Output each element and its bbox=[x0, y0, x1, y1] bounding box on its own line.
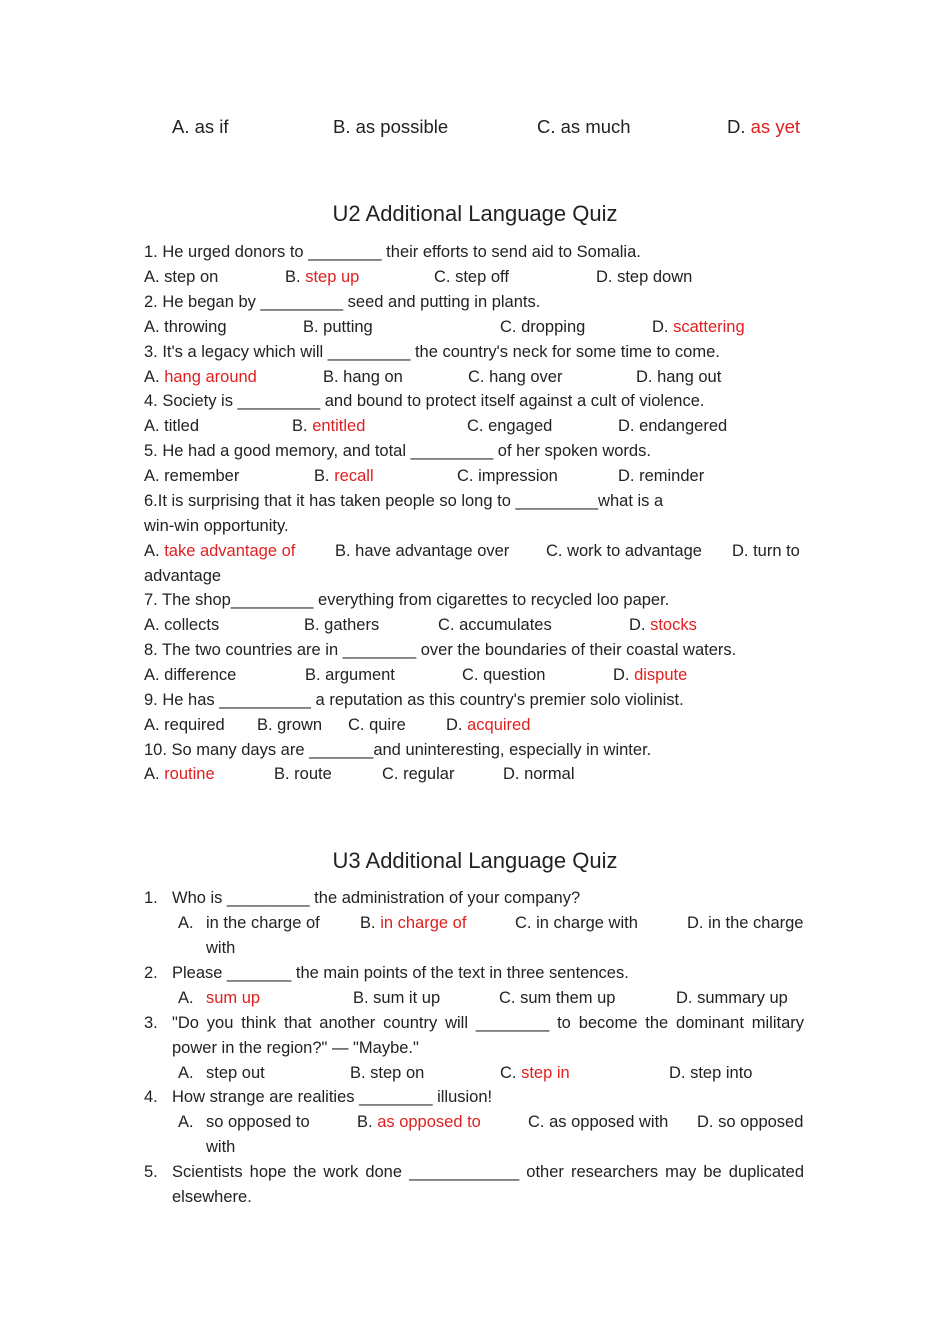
u2-q10-text: 10. So many days are _______and uninteresting, especially in winter. bbox=[144, 741, 652, 759]
u2-q4-option-b: B. entitled bbox=[292, 417, 366, 435]
u3-q4-option-a-label: A. bbox=[178, 1113, 194, 1131]
u2-q5-option-b: B. recall bbox=[314, 467, 374, 485]
u2-q10-option-d: D. normal bbox=[503, 765, 575, 783]
u3-q4-number: 4. bbox=[144, 1088, 158, 1106]
u2-q2-option-b: B. putting bbox=[303, 318, 373, 336]
u2-q2-option-a: A. throwing bbox=[144, 318, 227, 336]
section-title-u3: U3 Additional Language Quiz bbox=[332, 848, 618, 873]
u3-q4-option-b: B. as opposed to bbox=[357, 1113, 481, 1131]
u2-q7-option-a: A. collects bbox=[144, 616, 220, 634]
u2-q1-text: 1. He urged donors to ________ their efforts to send aid to Somalia. bbox=[144, 243, 641, 261]
u2-q8-option-b: B. argument bbox=[305, 666, 395, 684]
answer-highlight: recall bbox=[334, 467, 374, 485]
answer-highlight: stocks bbox=[650, 616, 697, 634]
answer-highlight: entitled bbox=[312, 417, 366, 435]
u3-q5-text-line1: Scientists hope the work done ____________ other researchers may be duplicated bbox=[172, 1163, 804, 1181]
u3-q3-option-a: step out bbox=[206, 1064, 265, 1082]
u2-q2-text: 2. He began by _________ seed and putting in plants. bbox=[144, 293, 541, 311]
u2-q4-option-a: A. titled bbox=[144, 417, 200, 435]
u2-q9-option-b: B. grown bbox=[257, 716, 323, 734]
top-option-d: D. as yet bbox=[727, 116, 800, 137]
u2-q1-option-d: D. step down bbox=[596, 268, 693, 286]
u2-q10-option-c: C. regular bbox=[382, 765, 455, 783]
u2-q6-text-line1: 6.It is surprising that it has taken people so long to _________what is a bbox=[144, 492, 664, 510]
u2-q6-option-d-cont: advantage bbox=[144, 567, 222, 585]
u2-q4-text: 4. Society is _________ and bound to protect itself against a cult of violence. bbox=[144, 392, 705, 410]
u2-q10-option-b: B. route bbox=[274, 765, 332, 783]
u3-q1-text: Who is _________ the administration of your company? bbox=[172, 889, 581, 907]
u2-q8-option-c: C. question bbox=[462, 666, 546, 684]
u2-q2-option-d: D. scattering bbox=[652, 318, 745, 336]
u2-q1-option-a: A. step on bbox=[144, 268, 219, 286]
u3-q2-number: 2. bbox=[144, 964, 158, 982]
u3-q5-text-line2: elsewhere. bbox=[172, 1188, 252, 1206]
answer-highlight: step in bbox=[521, 1064, 570, 1082]
u3-q1-number: 1. bbox=[144, 889, 158, 907]
u3-q1-option-c: C. in charge with bbox=[515, 914, 638, 932]
section-title-u2: U2 Additional Language Quiz bbox=[332, 201, 618, 226]
u3-q3-option-b: B. step on bbox=[350, 1064, 425, 1082]
u3-q1-option-a-label: A. bbox=[178, 914, 194, 932]
u3-q2-option-a: sum up bbox=[206, 989, 261, 1007]
u2-q4-option-d: D. endangered bbox=[618, 417, 728, 435]
u2-q3-option-d: D. hang out bbox=[636, 368, 722, 386]
top-option-c: C. as much bbox=[537, 116, 631, 137]
u2-q8-option-d: D. dispute bbox=[613, 666, 688, 684]
u2-q6-option-d: D. turn to bbox=[732, 542, 800, 560]
u2-q5-option-c: C. impression bbox=[457, 467, 558, 485]
u2-q8-text: 8. The two countries are in ________ over the boundaries of their coastal waters. bbox=[144, 641, 737, 659]
u2-q3-text: 3. It's a legacy which will _________ the country's neck for some time to come. bbox=[144, 343, 720, 361]
u3-q4-option-c: C. as opposed with bbox=[528, 1113, 669, 1131]
u2-q9-text: 9. He has __________ a reputation as this country's premier solo violinist. bbox=[144, 691, 684, 709]
answer-highlight: acquired bbox=[467, 716, 531, 734]
u2-q6-option-b: B. have advantage over bbox=[335, 542, 510, 560]
answer-highlight: step up bbox=[305, 268, 360, 286]
u2-q7-option-b: B. gathers bbox=[304, 616, 380, 634]
answer-highlight: in charge of bbox=[380, 914, 467, 932]
u2-q3-option-c: C. hang over bbox=[468, 368, 563, 386]
u2-q2-option-c: C. dropping bbox=[500, 318, 586, 336]
answer-highlight: hang around bbox=[164, 368, 257, 386]
u2-q9-option-a: A. required bbox=[144, 716, 225, 734]
u3-q3-option-d: D. step into bbox=[669, 1064, 753, 1082]
top-option-a: A. as if bbox=[172, 116, 229, 137]
u3-q2-option-b: B. sum it up bbox=[353, 989, 441, 1007]
u2-q7-option-d: D. stocks bbox=[629, 616, 697, 634]
u3-q1-option-d: D. in the charge bbox=[687, 914, 804, 932]
u3-q3-text-line2: power in the region?" — "Maybe." bbox=[172, 1039, 419, 1057]
u3-q3-option-c: C. step in bbox=[500, 1064, 570, 1082]
u3-q4-option-d: D. so opposed bbox=[697, 1113, 804, 1131]
u3-q1-option-a-cont: with bbox=[206, 939, 236, 957]
u2-q7-option-c: C. accumulates bbox=[438, 616, 552, 634]
u2-q3-option-b: B. hang on bbox=[323, 368, 403, 386]
u3-q2-option-c: C. sum them up bbox=[499, 989, 616, 1007]
u2-q6-text-line2: win-win opportunity. bbox=[144, 517, 289, 535]
u3-q3-number: 3. bbox=[144, 1014, 158, 1032]
u3-q3-text-line1: "Do you think that another country will ________ to become the dominant military bbox=[172, 1014, 804, 1032]
u3-q4-option-a-cont: with bbox=[206, 1138, 236, 1156]
u2-q9-option-d: D. acquired bbox=[446, 716, 531, 734]
top-option-b: B. as possible bbox=[333, 116, 449, 137]
u2-q9-option-c: C. quire bbox=[348, 716, 406, 734]
u3-q2-option-a-label: A. bbox=[178, 989, 194, 1007]
answer-highlight: routine bbox=[164, 765, 215, 783]
u3-q1-option-a: in the charge of bbox=[206, 914, 320, 932]
u2-q7-text: 7. The shop_________ everything from cigarettes to recycled loo paper. bbox=[144, 591, 670, 609]
answer-highlight: scattering bbox=[673, 318, 745, 336]
answer-highlight: as yet bbox=[750, 116, 800, 137]
u3-q2-option-d: D. summary up bbox=[676, 989, 788, 1007]
u3-q1-option-b: B. in charge of bbox=[360, 914, 467, 932]
u3-q2-text: Please _______ the main points of the text in three sentences. bbox=[172, 964, 629, 982]
u3-q4-option-a: so opposed to bbox=[206, 1113, 310, 1131]
u2-q6-option-a: A. take advantage of bbox=[144, 542, 296, 560]
answer-highlight: as opposed to bbox=[377, 1113, 481, 1131]
u2-q1-option-b: B. step up bbox=[285, 268, 360, 286]
u2-q1-option-c: C. step off bbox=[434, 268, 509, 286]
u2-q6-option-c: C. work to advantage bbox=[546, 542, 702, 560]
u2-q10-option-a: A. routine bbox=[144, 765, 215, 783]
u2-q5-option-a: A. remember bbox=[144, 467, 240, 485]
u2-q5-text: 5. He had a good memory, and total _________ of her spoken words. bbox=[144, 442, 651, 460]
u2-q5-option-d: D. reminder bbox=[618, 467, 705, 485]
u2-q4-option-c: C. engaged bbox=[467, 417, 553, 435]
u3-q5-number: 5. bbox=[144, 1163, 158, 1181]
u2-q3-option-a: A. hang around bbox=[144, 368, 257, 386]
answer-highlight: take advantage of bbox=[164, 542, 296, 560]
u2-q8-option-a: A. difference bbox=[144, 666, 237, 684]
u3-q3-option-a-label: A. bbox=[178, 1064, 194, 1082]
u3-q4-text: How strange are realities ________ illusion! bbox=[172, 1088, 493, 1106]
answer-highlight: dispute bbox=[634, 666, 688, 684]
